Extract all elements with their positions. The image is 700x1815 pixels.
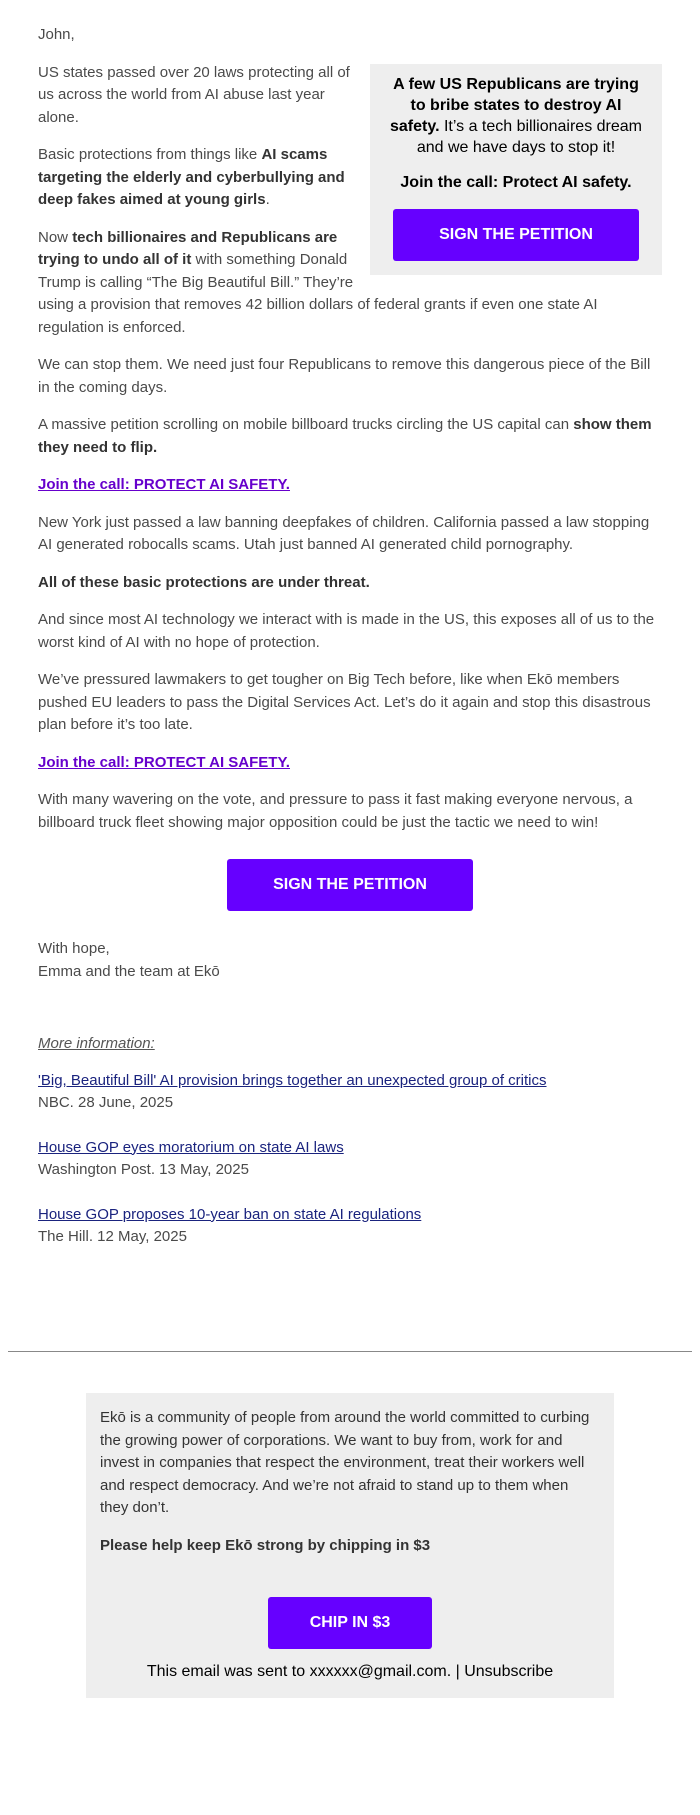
paragraph-5: A massive petition scrolling on mobile billboard trucks circling the US capital can show them they need to flip. [38,416,652,456]
paragraph-2: Basic protections from things like AI scams targeting the elderly and cyberbullying and deep fakes aimed at young girls. [38,146,345,208]
unsubscribe-link[interactable]: Unsubscribe [464,1663,554,1680]
chip-button-wrap [100,1597,600,1649]
footer-divider [8,1351,692,1352]
reference-source: NBC. 28 June, 2025 [38,1094,174,1111]
paragraph-3: Now tech billionaires and Republicans are trying to undo all of it with something Donald Trump is calling “The Big Beautiful Bill.” They’re using a provision that removes 42 billion dollars of federal grants if even one state AI regulation is enforced. [38,228,598,336]
reference-item [38,1137,662,1182]
footer-help: Please help keep Ekō strong by chipping in $3 [100,1536,431,1554]
more-info-label: More information: [38,1035,155,1052]
reference-source: The Hill. 12 May, 2025 [38,1228,187,1245]
paragraph-8: And since most AI technology we interact with is made in the US, this exposes all of us to the worst kind of AI with no hope of protection. [38,611,655,651]
callout-join: Join the call: Protect AI safety. [400,173,632,191]
chip-in-button[interactable]: CHIP IN $3 [268,1597,432,1649]
reference-link[interactable]: House GOP proposes 10-year ban on state AI regulations [38,1205,422,1223]
signature: Emma and the team at Ekō [38,962,220,980]
paragraph-4: We can stop them. We need just four Republicans to remove this dangerous piece of the Bill in the coming days. [38,356,651,396]
join-link-paragraph-2 [38,752,662,775]
main-button-wrap [38,859,662,911]
callout-text [390,74,642,158]
reference-source: Washington Post. 13 May, 2025 [38,1161,249,1178]
callout-rest: It’s a tech billionaires dream and we have days to stop it! [416,117,642,156]
sign-petition-button-top[interactable]: SIGN THE PETITION [393,209,639,261]
reference-link[interactable]: House GOP eyes moratorium on state AI laws [38,1138,344,1156]
sign-petition-button[interactable]: SIGN THE PETITION [227,859,473,911]
email-body [38,24,662,1271]
footer-about: Ekō is a community of people from around the world committed to curbing the growing power of corporations. We want to buy from, work for and invest in companies that respect the environment, treat their workers well and respect democracy. And we’re not afraid to stand up to them when they don’t. [100,1409,590,1516]
callout-bold: A few US Republicans are trying to bribe states to destroy AI safety. [390,75,639,135]
join-call-link-2[interactable]: Join the call: PROTECT AI SAFETY. [38,753,290,771]
sent-notice: This email was sent to xxxxxx@gmail.com. | Unsubscribe [146,1663,554,1680]
reference-item [38,1204,662,1249]
paragraph-1: US states passed over 20 laws protecting all of us across the world from AI abuse last year alone. [38,63,350,126]
paragraph-6: New York just passed a law banning deepfakes of children. California passed a law stopping AI generated robocalls scams. Utah just banned AI generated child pornography. [38,513,650,553]
reference-link[interactable]: 'Big, Beautiful Bill' AI provision brings together an unexpected group of critics [38,1071,547,1089]
paragraph-10: With many wavering on the vote, and pressure to pass it fast making everyone nervous, a billboard truck fleet showing major opposition could be just the tactic we need to win! [38,791,633,831]
paragraph-9: We’ve pressured lawmakers to get tougher on Big Tech before, like when Ekō members pushed EU leaders to pass the Digital Services Act. Let’s do it again and stop this disastrous plan before it’s too late. [38,671,651,733]
footer-panel [86,1393,614,1698]
signoff: With hope, [38,940,110,957]
callout-box [370,64,662,275]
join-link-paragraph-1 [38,474,662,497]
join-call-link-1[interactable]: Join the call: PROTECT AI SAFETY. [38,476,290,493]
paragraph-7: All of these basic protections are under threat. [38,573,370,591]
greeting: John, [38,26,75,43]
reference-item [38,1070,662,1115]
